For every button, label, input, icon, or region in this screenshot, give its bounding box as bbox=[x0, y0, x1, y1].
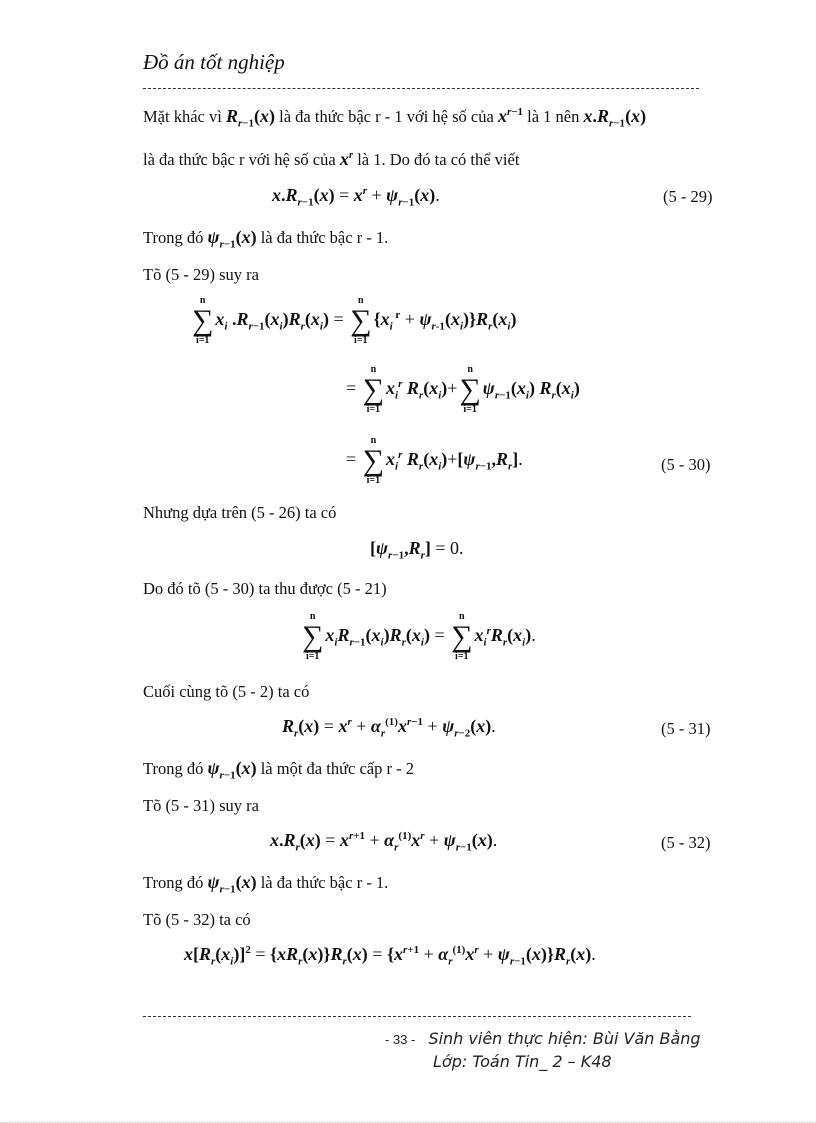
equation-5-21: ∑ n i=1 $x_iR_{r-1}(x_i)R_r(x_i)$ = ∑ n i=1 $x_i^rR_r(x_i)$. bbox=[302, 611, 536, 662]
inline-math: $\psi_{r-1}(x)$ bbox=[207, 758, 257, 782]
text-run: Trong đó bbox=[143, 873, 204, 892]
equation-5-30-line-3: = ∑ n i=1 $x_i^r$ $R_r(x_i)+[\psi_{r-1},R_r]$. bbox=[346, 435, 523, 486]
equation-bracket-zero: $[\psi_{r-1},R_r] = 0$. bbox=[370, 538, 464, 562]
paragraph-5: Nhưng dựa trên (5 - 26) ta có bbox=[143, 503, 337, 522]
student-name: Sinh viên thực hiện: Bùi Văn Bằng bbox=[428, 1029, 701, 1048]
text-run: là một đa thức cấp r - 2 bbox=[260, 759, 414, 778]
sum-symbol: ∑ n i=1 bbox=[451, 611, 473, 662]
sum-symbol: ∑ n i=1 bbox=[302, 611, 324, 662]
header-divider bbox=[143, 88, 699, 89]
sum-symbol: ∑ n i=1 bbox=[362, 364, 385, 415]
paragraph-10 bbox=[143, 872, 388, 896]
equation-number: (5 - 29) bbox=[663, 187, 713, 206]
inline-math: $\psi_{r-1}(x)$ bbox=[207, 872, 257, 896]
sum-symbol: ∑ n i=1 bbox=[459, 364, 481, 415]
paragraph-8 bbox=[143, 758, 414, 782]
text-run: là đa thức bậc r - 1 với hệ số của bbox=[279, 107, 494, 126]
text-run: là đa thức bậc r với hệ số của bbox=[143, 150, 336, 169]
footer-class: Lớp: Toán Tin_ 2 – K48 bbox=[433, 1052, 612, 1071]
sum-symbol: ∑ n i=1 bbox=[192, 295, 214, 346]
inline-math: $R_{r-1}(x)$ bbox=[225, 106, 276, 130]
equation-final: $x[R_r(x_i)]^2 = \{xR_r(x)\}R_r(x) = \{x^{r+1} + \alpha_r^{(1)}x^r + \psi_{r-1}(x)\}R_r(x)$. bbox=[184, 944, 596, 968]
paragraph-2 bbox=[143, 149, 519, 170]
text-run: là 1. Do đó ta có thể viết bbox=[357, 150, 520, 169]
paragraph-3 bbox=[143, 227, 388, 251]
page-header-title: Đồ án tốt nghiệp bbox=[143, 50, 285, 74]
inline-math: $x^r$ bbox=[339, 149, 354, 169]
inline-math: $\psi_{r-1}(x)$ bbox=[207, 227, 257, 251]
inline-math: $x.R_{r-1}(x)$ bbox=[583, 106, 647, 130]
equation-number: (5 - 32) bbox=[661, 833, 711, 852]
equation-5-30-line-2: = ∑ n i=1 $x_i^r$ $R_r(x_i)+\sum$ n i=1 $\psi_{r-1}(x_i)$ $R_r(x_i)$ bbox=[346, 364, 580, 415]
paragraph-7: Cuối cùng tõ (5 - 2) ta có bbox=[143, 682, 310, 701]
equation-5-31: $R_r(x) = x^r + \alpha_r^{(1)}x^{r-1} + \psi_{r-2}(x)$. bbox=[282, 716, 496, 740]
sum-symbol: ∑ n i=1 bbox=[350, 295, 372, 346]
equation-5-32: $x.R_r(x) = x^{r+1} + \alpha_r^{(1)}x^r + \psi_{r-1}(x)$. bbox=[270, 830, 498, 854]
paragraph-11: Tõ (5 - 32) ta có bbox=[143, 910, 251, 929]
equation-5-29: $x.R_{r-1}(x) = x^r + \psi_{r-1}(x)$. bbox=[272, 185, 440, 209]
text-run: Trong đó bbox=[143, 228, 204, 247]
text-run: Trong đó bbox=[143, 759, 204, 778]
equation-number: (5 - 31) bbox=[661, 719, 711, 738]
equation-number: (5 - 30) bbox=[661, 455, 711, 474]
paragraph-4: Tõ (5 - 29) suy ra bbox=[143, 265, 259, 284]
footer-divider bbox=[143, 1016, 691, 1017]
paragraph-6: Do đó tõ (5 - 30) ta thu được (5 - 21) bbox=[143, 579, 387, 598]
text-run: Mặt khác vì bbox=[143, 107, 222, 126]
paragraph-9: Tõ (5 - 31) suy ra bbox=[143, 796, 259, 815]
equation-5-30-line-1: ∑ n i=1 $x_i$ $.R_{r-1}(x_i)R_r(x_i)$ = ∑ n i=1 {$x_i$ $^r + \psi_{r-1}(x_i)\}R_r(x_i)$ bbox=[192, 295, 517, 346]
paragraph-1 bbox=[143, 106, 646, 130]
text-run: là đa thức bậc r - 1. bbox=[260, 873, 389, 892]
inline-math: $x^{r-1}$ bbox=[497, 106, 523, 126]
footer-line-1 bbox=[385, 1029, 701, 1048]
page-number: - 33 - bbox=[385, 1032, 416, 1047]
text-run: là đa thức bậc r - 1. bbox=[260, 228, 389, 247]
text-run: là 1 nên bbox=[527, 107, 580, 126]
sum-symbol: ∑ n i=1 bbox=[362, 435, 385, 486]
